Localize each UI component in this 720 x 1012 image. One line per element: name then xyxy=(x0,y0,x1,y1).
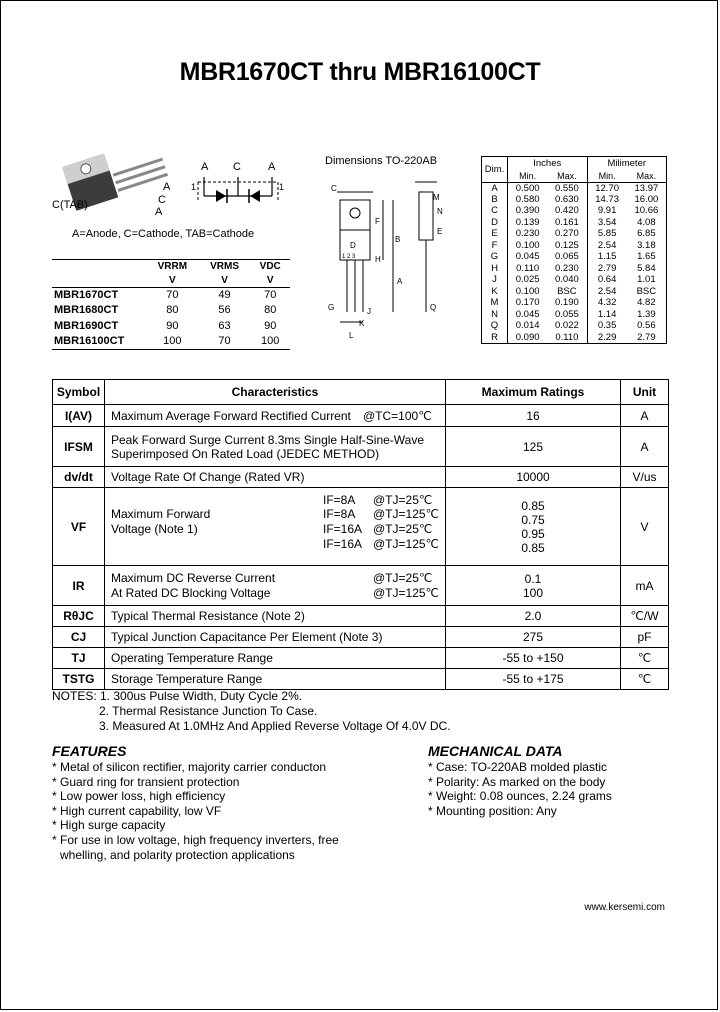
note-line: NOTES: 1. 300us Pulse Width, Duty Cycle 2%. xyxy=(52,689,303,703)
schematic-label-c: C xyxy=(233,161,241,173)
table-row xyxy=(53,566,669,606)
ratings-unit-row xyxy=(52,274,290,288)
vrrm-value: 80 xyxy=(166,303,179,316)
characteristic-cell: Typical Junction Capacitance Per Element (Note 3) xyxy=(105,627,446,648)
symbol-cell: I(AV) xyxy=(53,405,105,427)
list-item: * Mounting position: Any xyxy=(428,803,557,818)
list-item: * Case: TO-220AB molded plastic xyxy=(428,760,607,774)
unit-value: ℃ xyxy=(621,648,669,669)
dimension-value: 0.045 xyxy=(508,309,548,321)
millimeter-header: Milimeter xyxy=(587,157,667,171)
symbol-cell: dv/dt xyxy=(53,467,105,488)
condition-temp: @TJ=125℃ xyxy=(373,506,440,521)
symbol-header: Symbol xyxy=(53,380,105,405)
dimension-row xyxy=(482,251,667,263)
dimension-table xyxy=(481,156,667,344)
list-item: * Guard ring for transient protection xyxy=(52,774,240,789)
dimension-value: 0.040 xyxy=(547,274,587,286)
dimension-row xyxy=(482,205,667,217)
characteristic-text: Voltage (Note 1) xyxy=(111,521,198,536)
unit-value: mA xyxy=(621,566,669,606)
ratings-row xyxy=(52,318,290,334)
dimension-value: 10.66 xyxy=(627,205,667,217)
ratings-unit: V xyxy=(168,274,176,286)
characteristic-cell: Typical Thermal Resistance (Note 2) xyxy=(105,606,446,627)
characteristic-text: Maximum DC Reverse Current xyxy=(111,570,276,585)
dimension-value: 16.00 xyxy=(627,194,667,206)
dimension-row xyxy=(482,228,667,240)
dimension-code: R xyxy=(482,332,508,344)
dimension-code: H xyxy=(482,263,508,275)
dimension-code: D xyxy=(482,217,508,229)
condition-temp: @TJ=25℃ xyxy=(373,570,433,585)
dimension-value: 0.580 xyxy=(508,194,548,206)
table-row xyxy=(53,648,669,669)
schematic-label-a2: A xyxy=(268,161,276,173)
dimension-value: 4.32 xyxy=(587,297,627,309)
condition-text: @TC=100℃ xyxy=(363,409,432,423)
condition-temp: @TJ=25℃ xyxy=(373,492,433,507)
list-item: * Polarity: As marked on the body xyxy=(428,774,606,789)
dimension-value: 0.125 xyxy=(547,240,587,252)
rating-value: 0.95 xyxy=(521,526,545,541)
dim-label-l: L xyxy=(349,331,354,340)
rating-value: 10000 xyxy=(446,467,621,488)
mechanical-heading: MECHANICAL DATA xyxy=(428,743,563,759)
dim-label-pins: 1 2 3 xyxy=(342,254,356,260)
dim-label-h: H xyxy=(375,255,381,264)
list-item: * High current capability, low VF xyxy=(52,803,222,818)
ratings-header-vdc: VDC xyxy=(250,260,290,274)
characteristics-header: Characteristics xyxy=(105,380,446,405)
package-label-c: C xyxy=(158,194,166,206)
dim-header: Dim. xyxy=(482,157,508,183)
dimension-value: 0.100 xyxy=(508,240,548,252)
dimension-value: 0.065 xyxy=(547,251,587,263)
dimension-value: 0.090 xyxy=(508,332,548,344)
table-row xyxy=(53,669,669,690)
dimension-value: 0.139 xyxy=(508,217,548,229)
dimension-value: 1.01 xyxy=(627,274,667,286)
unit-value: V xyxy=(621,488,669,566)
dim-label-a: A xyxy=(397,277,403,286)
diode-schematic xyxy=(192,174,292,214)
max-header: Max. xyxy=(627,171,667,183)
rating-value: -55 to +175 xyxy=(446,669,621,690)
features-list xyxy=(52,760,339,862)
dimension-code: C xyxy=(482,205,508,217)
rating-value: 16 xyxy=(446,405,621,427)
dimension-row xyxy=(482,297,667,309)
dimension-value: 1.65 xyxy=(627,251,667,263)
list-item: whelling, and polarity protection applications xyxy=(60,847,295,862)
list-item: * High surge capacity xyxy=(52,818,166,833)
symbol-cell: TJ xyxy=(53,648,105,669)
ratings-header-vrms: VRMS xyxy=(199,260,251,274)
dimension-value: 0.550 xyxy=(547,182,587,194)
rating-value: 275 xyxy=(446,627,621,648)
mechanical-list xyxy=(428,760,612,818)
dimension-row xyxy=(482,332,667,344)
rating-value: 0.85 xyxy=(521,540,545,555)
list-item: * Low power loss, high efficiency xyxy=(52,789,226,804)
table-row xyxy=(53,405,669,427)
characteristic-cell xyxy=(105,566,446,606)
dimension-row xyxy=(482,320,667,332)
dimension-value: 4.82 xyxy=(627,297,667,309)
dimension-value: 2.79 xyxy=(627,332,667,344)
unit-value: V/us xyxy=(621,467,669,488)
vdc-value: 100 xyxy=(261,335,280,348)
website-footer: www.kersemi.com xyxy=(584,902,665,913)
characteristic-text: Maximum Average Forward Rectified Current xyxy=(111,408,351,423)
vrrm-value: 100 xyxy=(163,335,182,348)
part-number: MBR1670CT xyxy=(52,288,146,302)
characteristic-cell: Storage Temperature Range xyxy=(105,669,446,690)
dimension-code: J xyxy=(482,274,508,286)
dimension-row xyxy=(482,217,667,229)
dimension-row xyxy=(482,274,667,286)
dimension-row xyxy=(482,182,667,194)
dimension-value: 0.64 xyxy=(587,274,627,286)
document-title: MBR1670CT thru MBR16100CT xyxy=(179,58,541,86)
dim-label-b: B xyxy=(395,235,401,244)
part-number: MBR16100CT xyxy=(54,335,125,348)
dimension-value: 1.14 xyxy=(587,309,627,321)
dimension-row xyxy=(482,194,667,206)
characteristic-cell xyxy=(105,488,446,566)
dimension-value: 0.190 xyxy=(547,297,587,309)
ratings-unit: V xyxy=(266,274,274,286)
dimension-code: N xyxy=(482,309,508,321)
unit-value: ℃ xyxy=(621,669,669,690)
dimension-value: 2.54 xyxy=(587,240,627,252)
dim-label-q: Q xyxy=(430,303,437,312)
max-ratings-header: Maximum Ratings xyxy=(446,380,621,405)
table-row xyxy=(53,488,669,566)
vrms-value: 63 xyxy=(218,319,231,332)
dimension-value: 4.08 xyxy=(627,217,667,229)
note-line: 2. Thermal Resistance Junction To Case. xyxy=(99,704,318,718)
dimension-row xyxy=(482,240,667,252)
dimension-code: M xyxy=(482,297,508,309)
table-row xyxy=(53,627,669,648)
ratings-row xyxy=(52,334,290,350)
dimension-value: 0.35 xyxy=(587,320,627,332)
dimension-value: 2.79 xyxy=(587,263,627,275)
vrms-value: 49 xyxy=(199,288,251,302)
notes-block xyxy=(52,689,451,734)
dimension-code: K xyxy=(482,286,508,298)
dimension-code: E xyxy=(482,228,508,240)
dim-label-n: N xyxy=(437,207,443,216)
unit-value: A xyxy=(621,427,669,467)
rating-value: -55 to +150 xyxy=(446,648,621,669)
schematic-pin-1: 1 xyxy=(191,182,197,192)
unit-value: A xyxy=(621,405,669,427)
condition-temp: @TJ=125℃ xyxy=(373,536,440,551)
dim-label-d: D xyxy=(350,241,356,250)
max-header: Max. xyxy=(547,171,587,183)
dimension-value: 0.161 xyxy=(547,217,587,229)
dimension-value: BSC xyxy=(627,286,667,298)
dimension-value: 1.39 xyxy=(627,309,667,321)
part-number: MBR1680CT xyxy=(54,303,119,316)
dimension-value: 1.15 xyxy=(587,251,627,263)
characteristic-text: Superimposed On Rated Load (JEDEC METHOD) xyxy=(111,446,380,461)
dim-label-c: C xyxy=(331,184,337,193)
dimension-value: 5.85 xyxy=(587,228,627,240)
vdc-value: 80 xyxy=(264,303,277,316)
dimension-value: 12.70 xyxy=(587,182,627,194)
dimension-code: F xyxy=(482,240,508,252)
package-label-a2: A xyxy=(155,206,163,218)
condition-temp: @TJ=25℃ xyxy=(373,521,433,536)
dim-label-j: J xyxy=(367,307,371,316)
dimension-value: 0.270 xyxy=(547,228,587,240)
pin-legend: A=Anode, C=Cathode, TAB=Cathode xyxy=(72,228,255,240)
condition-current: IF=8A xyxy=(323,492,356,507)
schematic-label-a1: A xyxy=(201,161,209,173)
characteristics-header-row xyxy=(53,380,669,405)
dimension-value: 0.014 xyxy=(508,320,548,332)
dimension-value: 0.055 xyxy=(547,309,587,321)
symbol-cell: CJ xyxy=(53,627,105,648)
dimension-value: 6.85 xyxy=(627,228,667,240)
vdc-value: 70 xyxy=(250,288,290,302)
dimension-code: A xyxy=(482,182,508,194)
condition-current: IF=8A xyxy=(323,506,356,521)
vdc-value: 90 xyxy=(264,319,277,332)
rating-values xyxy=(446,566,621,606)
dimension-header-row xyxy=(482,157,667,171)
dimension-value: 0.045 xyxy=(508,251,548,263)
characteristic-cell: Voltage Rate Of Change (Rated VR) xyxy=(105,467,446,488)
list-item: * For use in low voltage, high frequency inverters, free xyxy=(52,832,339,847)
package-label-a: A xyxy=(163,181,171,193)
inches-header: Inches xyxy=(508,157,588,171)
rating-value: 0.85 xyxy=(521,498,545,513)
part-number: MBR1690CT xyxy=(54,319,119,332)
ratings-header-row xyxy=(52,260,290,274)
condition-current: IF=16A xyxy=(323,536,363,551)
dimension-value: 3.54 xyxy=(587,217,627,229)
characteristics-table xyxy=(52,379,669,690)
vrms-value: 56 xyxy=(218,303,231,316)
dim-label-g: G xyxy=(328,303,335,312)
unit-value: ℃/W xyxy=(621,606,669,627)
characteristic-text: Peak Forward Surge Current 8.3ms Single Half-Sine-Wave xyxy=(111,432,425,447)
rating-value: 2.0 xyxy=(446,606,621,627)
min-header: Min. xyxy=(508,171,548,183)
features-heading: FEATURES xyxy=(52,743,127,759)
table-row xyxy=(53,427,669,467)
dimension-outline-drawing xyxy=(325,172,475,352)
table-row xyxy=(53,606,669,627)
dimension-row xyxy=(482,309,667,321)
symbol-cell: TSTG xyxy=(53,669,105,690)
schematic-pin-3: 1 xyxy=(279,182,285,192)
dimension-value: 0.500 xyxy=(508,182,548,194)
dimension-code: G xyxy=(482,251,508,263)
vrrm-value: 90 xyxy=(166,319,179,332)
dimension-value: BSC xyxy=(547,286,587,298)
condition-current: IF=16A xyxy=(323,521,363,536)
dimension-value: 0.100 xyxy=(508,286,548,298)
dimension-row xyxy=(482,286,667,298)
table-row xyxy=(53,467,669,488)
symbol-cell: IR xyxy=(53,566,105,606)
rating-value: 100 xyxy=(522,585,544,600)
dimension-row xyxy=(482,263,667,275)
rating-values xyxy=(446,488,621,566)
list-item: * Weight: 0.08 ounces, 2.24 grams xyxy=(428,789,612,804)
symbol-cell: IFSM xyxy=(53,427,105,467)
ratings-row xyxy=(52,302,290,318)
dimension-value: 0.022 xyxy=(547,320,587,332)
ratings-row xyxy=(52,288,290,302)
characteristic-cell: Operating Temperature Range xyxy=(105,648,446,669)
characteristic-cell xyxy=(105,427,446,467)
ratings-unit: V xyxy=(221,274,228,286)
characteristic-text: Maximum Forward xyxy=(111,506,211,521)
dimension-rows xyxy=(482,182,667,343)
dimension-value: 0.025 xyxy=(508,274,548,286)
dimension-code: B xyxy=(482,194,508,206)
unit-header: Unit xyxy=(621,380,669,405)
dimension-value: 3.18 xyxy=(627,240,667,252)
dim-label-e: E xyxy=(437,227,443,236)
dimension-value: 13.97 xyxy=(627,182,667,194)
rating-value: 0.1 xyxy=(524,571,542,586)
dimensions-title: Dimensions TO-220AB xyxy=(325,155,438,167)
dimension-value: 0.630 xyxy=(547,194,587,206)
dimension-value: 0.170 xyxy=(508,297,548,309)
dimension-value: 0.230 xyxy=(508,228,548,240)
unit-value: pF xyxy=(621,627,669,648)
dimension-value: 2.29 xyxy=(587,332,627,344)
characteristic-cell xyxy=(105,405,446,427)
note-line: 3. Measured At 1.0MHz And Applied Reverse Voltage Of 4.0V DC. xyxy=(99,719,451,733)
voltage-ratings-table xyxy=(52,259,290,350)
dimension-value: 0.56 xyxy=(627,320,667,332)
dimension-value: 0.110 xyxy=(547,332,587,344)
characteristic-text: At Rated DC Blocking Voltage xyxy=(111,585,271,600)
dim-label-k: K xyxy=(359,319,365,328)
vrrm-value: 70 xyxy=(146,288,199,302)
dimension-value: 0.390 xyxy=(508,205,548,217)
min-header: Min. xyxy=(587,171,627,183)
list-item: * Metal of silicon rectifier, majority carrier conducton xyxy=(52,760,327,774)
rating-value: 125 xyxy=(446,427,621,467)
dimension-subheader-row xyxy=(482,171,667,183)
dimension-value: 0.230 xyxy=(547,263,587,275)
symbol-cell: VF xyxy=(53,488,105,566)
condition-temp: @TJ=125℃ xyxy=(373,585,440,600)
vrms-value: 70 xyxy=(218,335,231,348)
symbol-cell: RθJC xyxy=(53,606,105,627)
dim-label-m: M xyxy=(433,193,440,202)
dimension-value: 9.91 xyxy=(587,205,627,217)
dimension-value: 0.420 xyxy=(547,205,587,217)
dimension-value: 0.110 xyxy=(508,263,548,275)
dimension-value: 2.54 xyxy=(587,286,627,298)
ratings-header-vrrm: VRRM xyxy=(146,260,199,274)
dim-label-f: F xyxy=(375,217,380,226)
dimension-value: 14.73 xyxy=(587,194,627,206)
package-label-ctab: C(TAB) xyxy=(52,199,88,211)
rating-value: 0.75 xyxy=(521,512,545,527)
dimension-value: 5.84 xyxy=(627,263,667,275)
dimension-code: Q xyxy=(482,320,508,332)
